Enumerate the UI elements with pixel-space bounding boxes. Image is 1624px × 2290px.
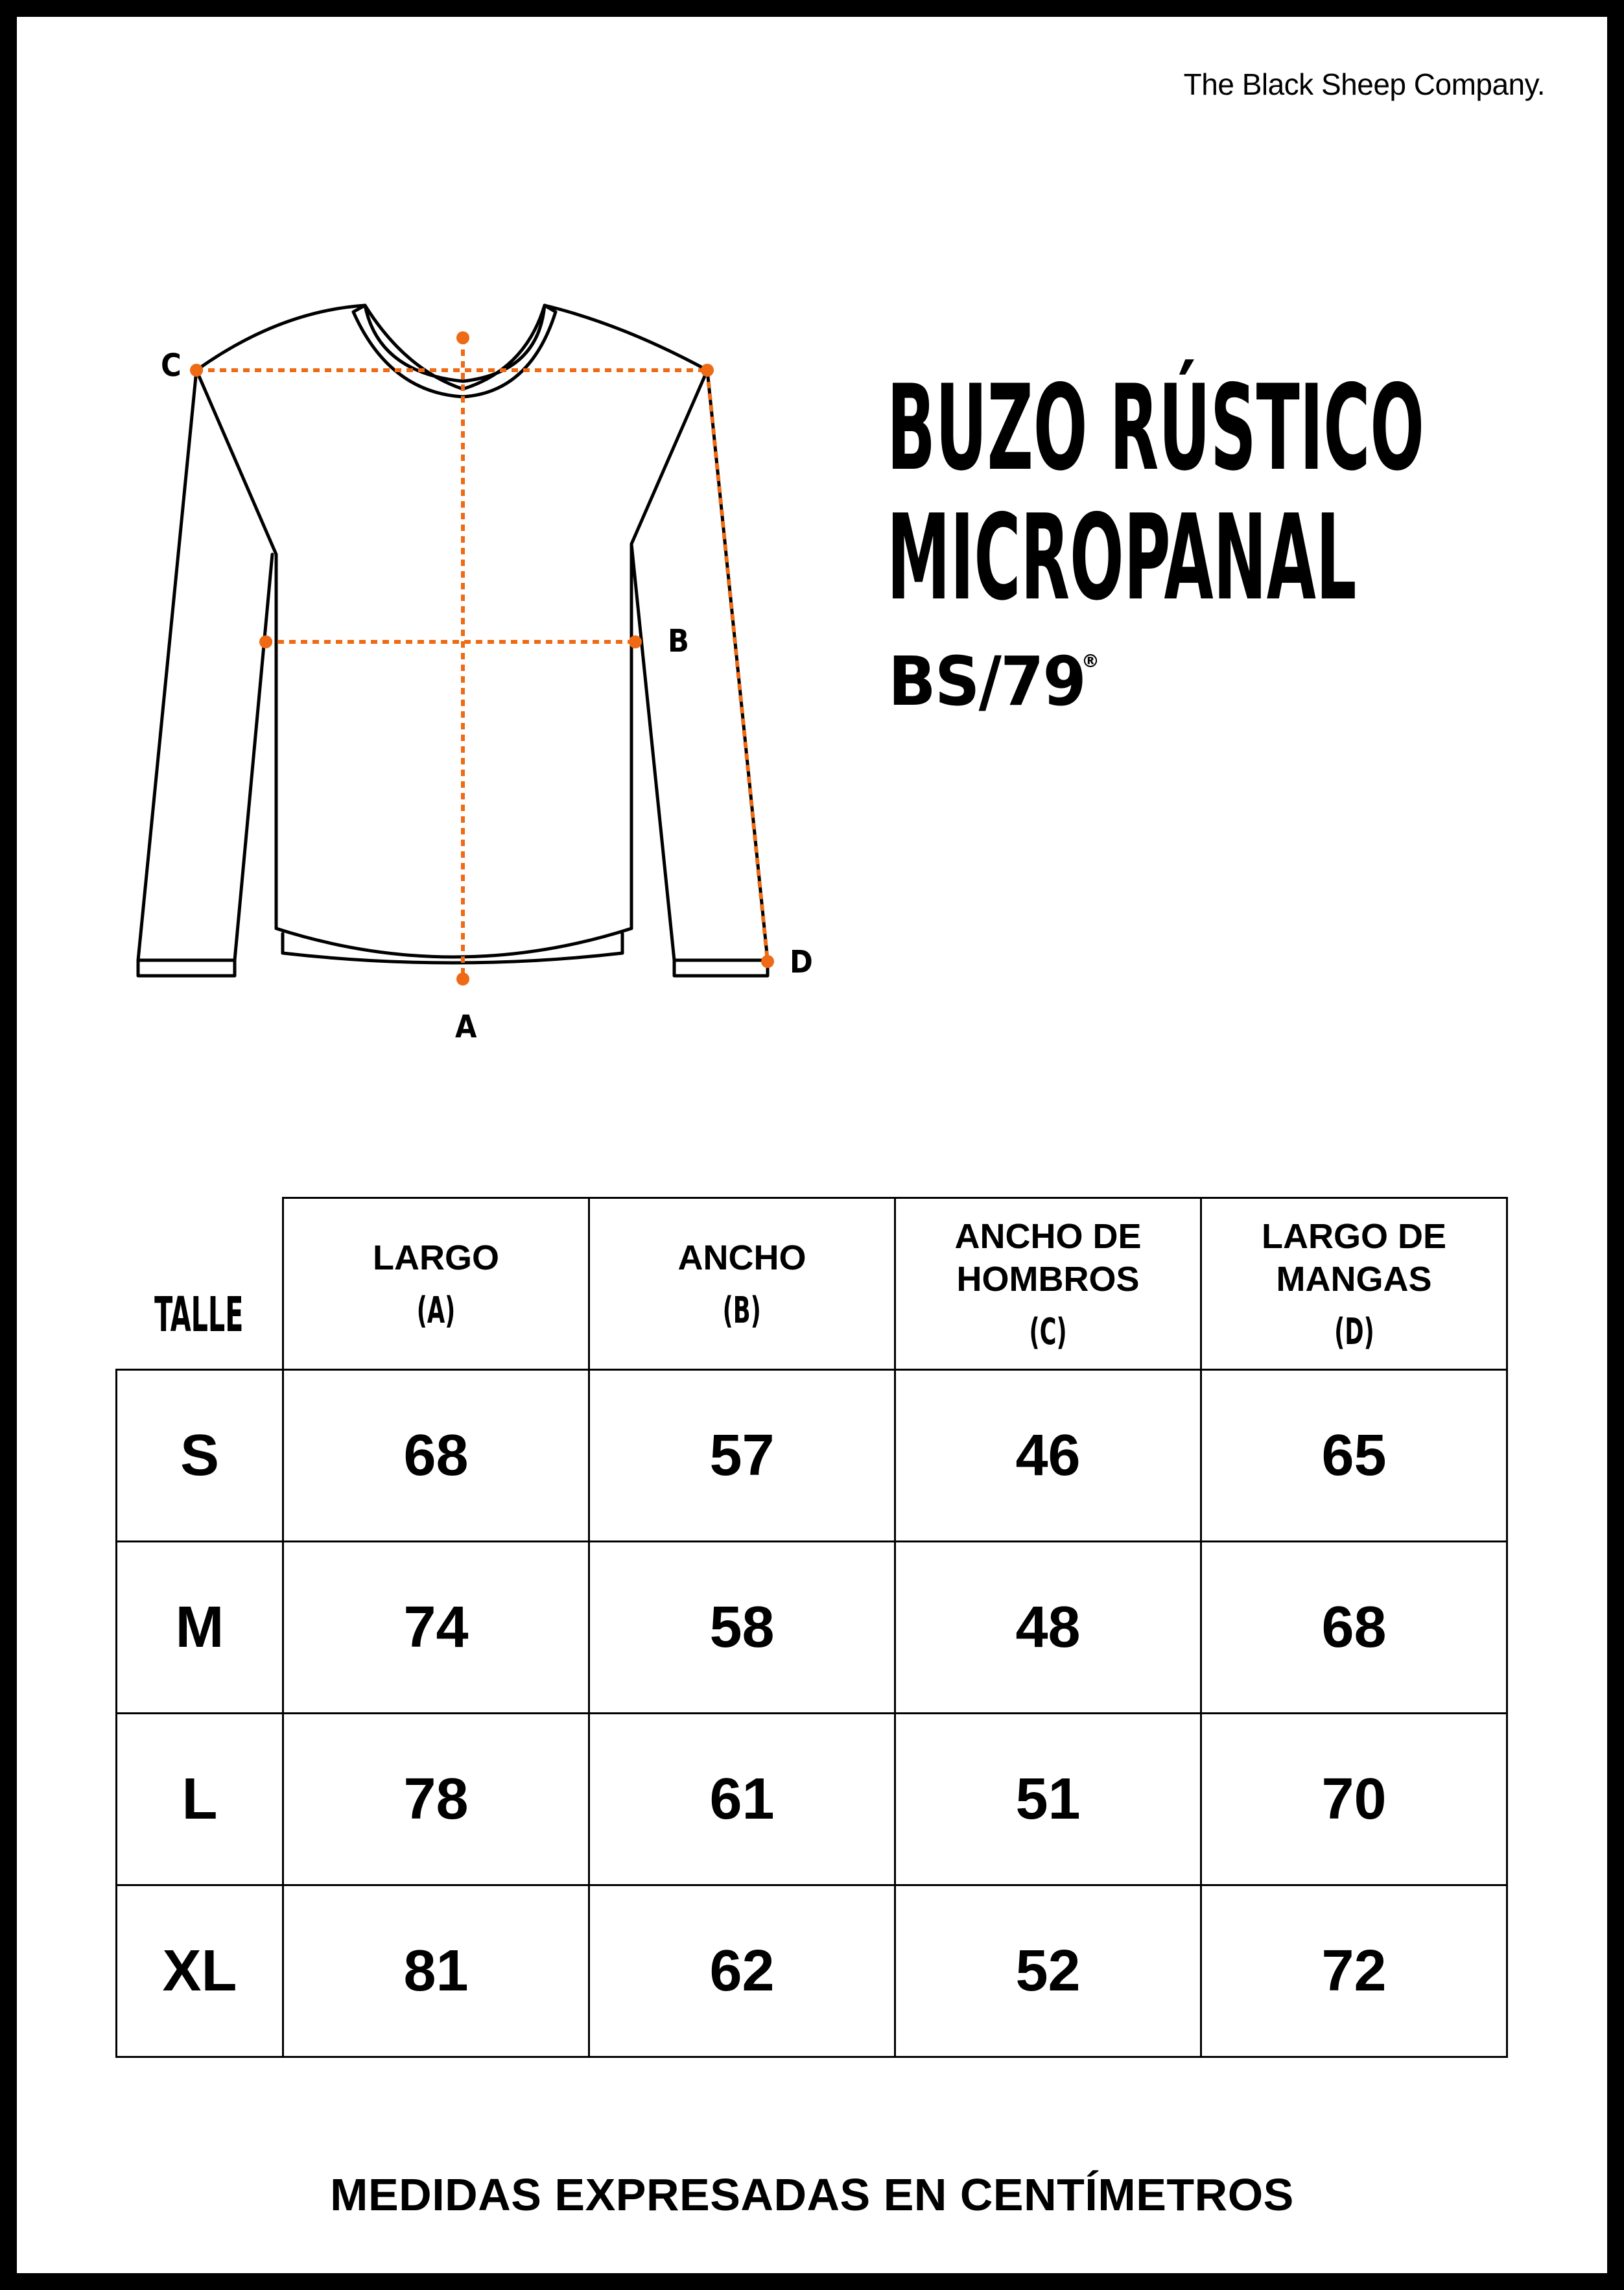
column-name: HOMBROS — [956, 1259, 1140, 1299]
column-name: MANGAS — [1276, 1259, 1432, 1299]
size-cell: M — [117, 1542, 283, 1714]
value-cell: 61 — [589, 1714, 895, 1885]
value-cell: 62 — [589, 1885, 895, 2057]
size-chart-table — [115, 1197, 1508, 2058]
table-row — [117, 1714, 1507, 1885]
label-c: C — [161, 348, 182, 384]
logo-text: BS/79 — [888, 642, 1085, 721]
column-header-largo-de-mangas — [1201, 1198, 1507, 1370]
value-cell: 46 — [895, 1370, 1201, 1542]
size-cell: XL — [117, 1885, 283, 2057]
column-header-largo — [283, 1198, 589, 1370]
column-letter: (C) — [1029, 1310, 1067, 1353]
label-b: B — [668, 623, 689, 659]
value-cell: 68 — [1201, 1542, 1507, 1714]
column-letter: (A) — [416, 1289, 456, 1332]
value-cell: 58 — [589, 1542, 895, 1714]
product-title — [887, 359, 1424, 626]
product-title-line-1: BUZO RÚSTICO — [887, 359, 1424, 497]
column-name: ANCHO — [677, 1238, 806, 1277]
value-cell: 78 — [283, 1714, 589, 1885]
value-cell: 74 — [283, 1542, 589, 1714]
size-header-label: TALLE — [154, 1287, 244, 1343]
column-name: ANCHO DE — [954, 1216, 1142, 1256]
value-cell: 68 — [283, 1370, 589, 1542]
column-letter: (D) — [1334, 1310, 1374, 1353]
value-cell: 81 — [283, 1885, 589, 2057]
column-letter: (B) — [722, 1289, 762, 1332]
label-a: A — [455, 1009, 477, 1045]
column-name: LARGO DE — [1261, 1216, 1446, 1256]
value-cell: 72 — [1201, 1885, 1507, 2057]
size-cell: L — [117, 1714, 283, 1885]
table-header-row — [117, 1198, 1507, 1370]
column-name: LARGO — [373, 1238, 499, 1277]
value-cell: 52 — [895, 1885, 1201, 2057]
label-d: D — [790, 944, 813, 980]
bs79-logo — [888, 642, 1109, 721]
table-row — [117, 1542, 1507, 1714]
size-cell: S — [117, 1370, 283, 1542]
product-title-line-2: MICROPANAL — [887, 489, 1357, 626]
units-note: MEDIDAS EXPRESADAS EN CENTÍMETROS — [330, 2169, 1294, 2220]
table-row — [117, 1370, 1507, 1542]
value-cell: 65 — [1201, 1370, 1507, 1542]
column-header-ancho-de-hombros — [895, 1198, 1201, 1370]
value-cell: 70 — [1201, 1714, 1507, 1885]
column-header-ancho — [589, 1198, 895, 1370]
size-column-header — [117, 1198, 283, 1370]
table-row — [117, 1885, 1507, 2057]
value-cell: 57 — [589, 1370, 895, 1542]
value-cell: 48 — [895, 1542, 1201, 1714]
garment-diagram — [123, 285, 856, 1063]
brand-name: The Black Sheep Company. — [1183, 67, 1545, 101]
registered-mark: ® — [1081, 650, 1100, 672]
value-cell: 51 — [895, 1714, 1201, 1885]
